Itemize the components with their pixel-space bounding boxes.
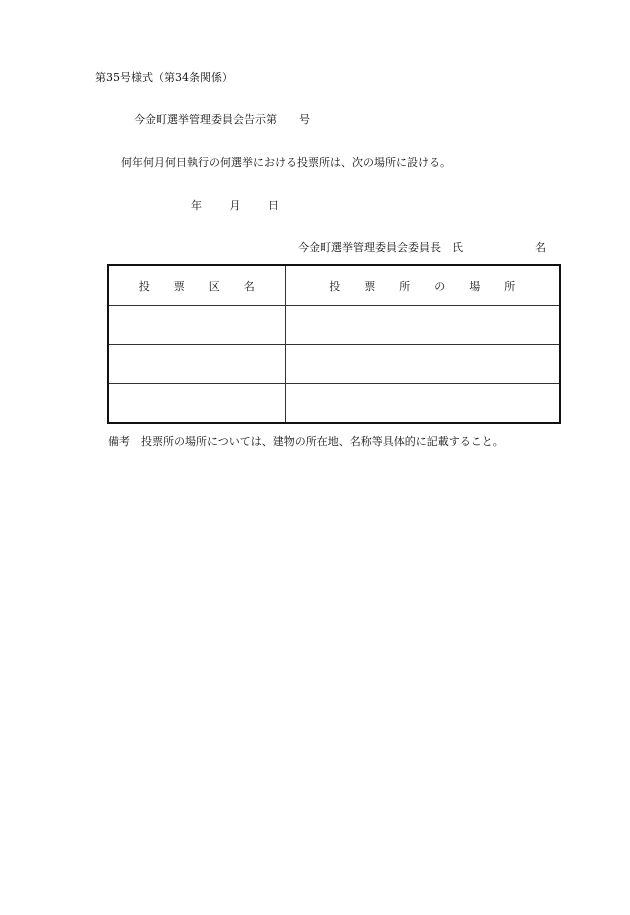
polling-place-table	[107, 264, 561, 424]
date-line	[191, 199, 279, 213]
location-cell	[285, 345, 560, 384]
signer-line	[298, 241, 546, 255]
header-char: 票	[173, 279, 185, 293]
signer-title: 今金町選挙管理委員会委員長 氏	[298, 241, 463, 254]
header-char: 場	[469, 279, 481, 293]
header-district-name	[108, 265, 285, 306]
date-day: 日	[268, 199, 279, 212]
district-cell	[108, 345, 285, 384]
table-row	[108, 345, 560, 384]
location-cell	[285, 306, 560, 345]
date-year: 年	[191, 199, 202, 212]
header-char: 区	[208, 279, 220, 293]
remarks-note: 備考 投票所の場所については、建物の所在地、名称等具体的に記載すること。	[108, 435, 504, 448]
table-row	[108, 384, 560, 424]
date-month: 月	[229, 199, 241, 212]
header-char: 所	[399, 279, 411, 293]
notice-title: 今金町選挙管理委員会告示第 号	[134, 113, 310, 126]
table-header-row	[108, 265, 560, 306]
table-row	[108, 306, 560, 345]
district-cell	[108, 306, 285, 345]
header-char: の	[434, 279, 446, 293]
header-char: 投	[138, 279, 150, 293]
header-char: 投	[329, 279, 341, 293]
header-polling-location	[285, 265, 560, 306]
header-char: 所	[504, 279, 516, 293]
location-cell	[285, 384, 560, 424]
signer-name-suffix: 名	[535, 241, 546, 254]
header-char: 名	[243, 279, 255, 293]
header-char: 票	[364, 279, 376, 293]
notice-body: 何年何月何日執行の何選挙における投票所は、次の場所に設ける。	[121, 156, 451, 169]
form-number-label: 第35号様式（第34条関係）	[95, 71, 233, 84]
district-cell	[108, 384, 285, 424]
